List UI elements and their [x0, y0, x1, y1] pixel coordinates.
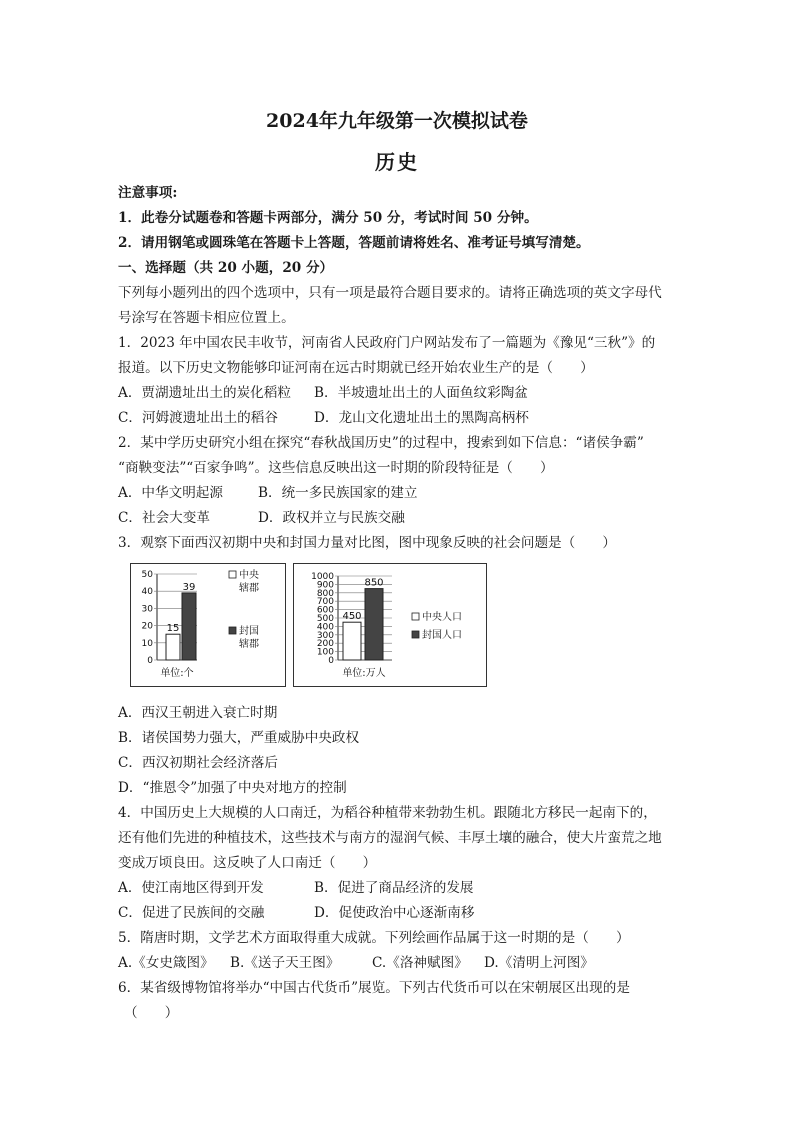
exam-title: 2024年九年级第一次模拟试卷 — [266, 110, 528, 132]
q6-stem-2: （ ） — [124, 1005, 179, 1021]
y-tick-label: 30 — [141, 604, 153, 615]
note-item-2: 2．请用钢笔或圆珠笔在答题卡上答题，答题前请将姓名、准考证号填写清楚。 — [118, 235, 590, 251]
q2-option-b: B．统一多民族国家的建立 — [258, 485, 418, 501]
q2-option-d: D．政权并立与民族交融 — [258, 510, 405, 526]
y-tick-label: 300 — [316, 630, 334, 641]
q2-stem-1: 2．某中学历史研究小组在探究“春秋战国历史”的过程中，搜索到如下信息：“诸侯争霸” — [118, 435, 644, 451]
q4-stem-3: 变成万顷良田。这反映了人口南迁（ ） — [118, 855, 377, 871]
q1-option-b: B．半坡遗址出土的人面鱼纹彩陶盆 — [314, 385, 528, 401]
y-tick-label: 10 — [141, 638, 153, 649]
legend-label — [239, 624, 259, 650]
chart-commanderies — [130, 563, 286, 687]
unit-label: 单位:万人 — [342, 668, 386, 679]
legend-swatch — [229, 571, 236, 578]
q3-option-a: A．西汉王朝进入衰亡时期 — [118, 705, 278, 721]
q5-option-b: B.《送子天王图》 — [230, 955, 340, 971]
legend-label-line: 辖郡 — [239, 583, 259, 594]
instructions-line-1: 下列每小题列出的四个选项中，只有一项是最符合题目要求的。请将正确选项的英文字母代 — [118, 285, 662, 301]
legend-label-line: 封国 — [239, 626, 259, 637]
q2-option-c: C．社会大变革 — [118, 510, 210, 526]
bar-central — [343, 622, 361, 660]
y-tick-label: 0 — [328, 656, 334, 666]
legend-label-line: 辖郡 — [239, 639, 259, 650]
q1-option-c: C．河姆渡遗址出土的稻谷 — [118, 410, 278, 426]
section-heading: 一、选择题（共 20 小题，20 分） — [118, 260, 334, 276]
q3-option-b: B．诸侯国势力强大，严重威胁中央政权 — [118, 730, 360, 746]
y-tick-label: 900 — [316, 580, 334, 591]
q5-option-a: A.《女史箴图》 — [118, 955, 214, 971]
legend-swatch — [412, 631, 419, 638]
data-label: 850 — [364, 577, 384, 589]
chart-commanderies-svg — [131, 564, 285, 686]
y-tick-label: 400 — [316, 622, 334, 633]
legend-label — [239, 568, 259, 594]
data-label: 39 — [182, 581, 196, 593]
q1-stem-1: 1．2023 年中国农民丰收节，河南省人民政府门户网站发布了一篇题为《豫见“三秋”》的 — [118, 335, 656, 351]
data-label: 15 — [166, 623, 180, 635]
y-tick-label: 500 — [316, 614, 334, 624]
bar-central — [166, 634, 180, 660]
y-tick-label: 600 — [316, 605, 334, 616]
y-tick-label: 0 — [147, 656, 153, 666]
q4-option-a: A．使江南地区得到开发 — [118, 880, 264, 896]
legend-label: 封国人口 — [422, 630, 462, 641]
q3-option-c: C．西汉初期社会经济落后 — [118, 755, 278, 771]
q3-option-d: D．“推恩令”加强了中央对地方的控制 — [118, 780, 347, 796]
bar-feudal — [365, 589, 383, 660]
q2-stem-2: “商鞅变法”“百家争鸣”。这些信息反映出这一时期的阶段特征是（ ） — [118, 460, 554, 476]
q3-stem-1: 3．观察下面西汉初期中央和封国力量对比图，图中现象反映的社会问题是（ ） — [118, 535, 617, 551]
q2-option-a: A．中华文明起源 — [118, 485, 223, 501]
q5-option-c: C.《洛神赋图》 — [372, 955, 468, 971]
q4-stem-1: 4．中国历史上大规模的人口南迁，为稻谷种植带来勃勃生机。跟随北方移民一起南下的， — [118, 805, 657, 821]
q1-stem-2: 报道。以下历史文物能够印证河南在远古时期就已经开始农业生产的是（ ） — [118, 360, 594, 376]
q1-option-a: A．贾湖遗址出土的炭化稻粒 — [118, 385, 291, 401]
q4-option-d: D．促使政治中心逐渐南移 — [314, 905, 475, 921]
legend-swatch — [412, 613, 419, 620]
chart-population-svg — [294, 564, 486, 686]
q4-option-b: B．促进了商品经济的发展 — [314, 880, 474, 896]
y-tick-label: 50 — [141, 570, 153, 580]
chart-population — [293, 563, 487, 687]
instructions-line-2: 号涂写在答题卡相应位置上。 — [118, 310, 295, 326]
unit-label: 单位:个 — [160, 668, 194, 679]
legend-label: 中央人口 — [422, 612, 462, 623]
y-tick-label: 100 — [316, 647, 334, 658]
note-item-1: 1．此卷分试题卷和答题卡两部分，满分 50 分，考试时间 50 分钟。 — [118, 210, 538, 226]
y-tick-label: 200 — [316, 639, 334, 650]
y-tick-label: 20 — [141, 621, 153, 632]
q5-option-d: D.《清明上河图》 — [484, 955, 594, 971]
y-tick-label: 40 — [141, 587, 153, 598]
q6-stem-1: 6．某省级博物馆将举办“中国古代货币”展览。下列古代货币可以在宋朝展区出现的是 — [118, 980, 630, 996]
y-tick-label: 700 — [316, 597, 334, 608]
notes-heading: 注意事项: — [118, 185, 178, 201]
subject-title: 历史 — [375, 150, 419, 174]
legend-swatch — [229, 627, 236, 634]
y-tick-label: 800 — [316, 588, 334, 599]
q4-stem-2: 还有他们先进的种植技术，这些技术与南方的湿润气候、丰厚土壤的融合，使大片蛮荒之地 — [118, 830, 662, 846]
y-tick-label: 1000 — [311, 572, 334, 582]
legend-label-line: 中央 — [239, 570, 259, 581]
bar-feudal — [182, 593, 196, 660]
q4-option-c: C．促进了民族间的交融 — [118, 905, 265, 921]
data-label: 450 — [342, 611, 362, 623]
q1-option-d: D．龙山文化遗址出土的黑陶高柄杯 — [314, 410, 529, 426]
q5-stem-1: 5．隋唐时期，文学艺术方面取得重大成就。下列绘画作品属于这一时期的是（ ） — [118, 930, 630, 946]
